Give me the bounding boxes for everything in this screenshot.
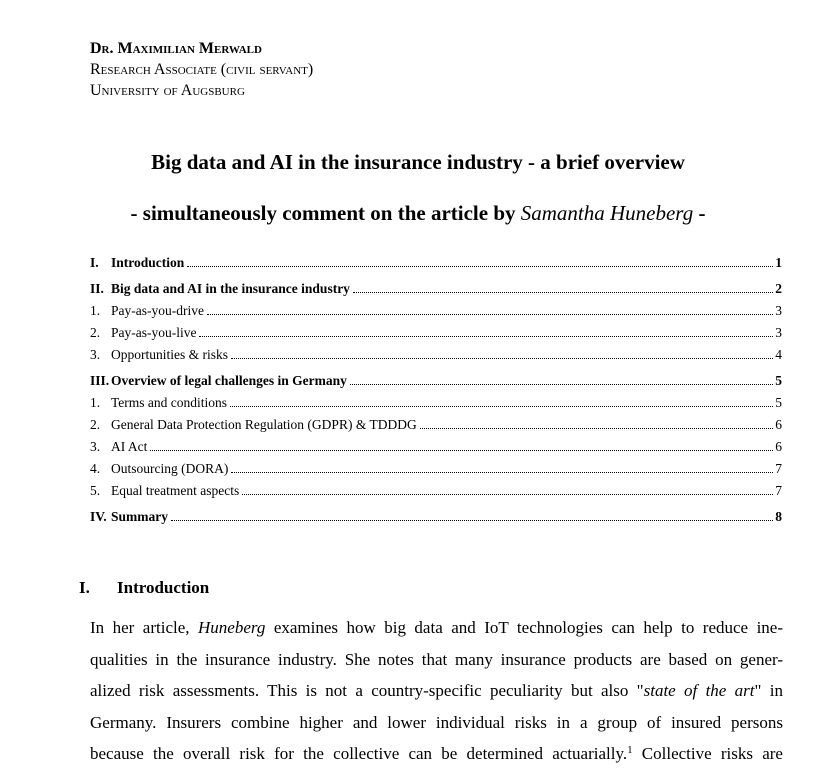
body-line: [90, 738, 783, 770]
toc-dot-leader: [171, 520, 773, 521]
author-position: Research Associate (civil servant): [90, 61, 314, 78]
author-block: [90, 38, 313, 101]
body-italic-phrase: state of the art: [643, 681, 755, 700]
subtitle-suffix: -: [693, 201, 706, 225]
toc-entry-page: 4: [775, 347, 782, 362]
subtitle-prefix: - simultaneously comment on the article by: [130, 201, 521, 225]
toc-dot-leader: [350, 384, 773, 385]
toc-entry-label: Opportunities & risks: [111, 347, 228, 362]
body-text-run: alized risk assessments. This is not a country-specific peculiarity but also ": [90, 681, 644, 700]
toc-entry-label: Equal treatment aspects: [111, 483, 240, 498]
toc-entry-number: III.: [90, 373, 110, 388]
toc-entry[interactable]: [90, 252, 782, 274]
toc-entry-label: Pay-as-you-live: [111, 325, 197, 340]
toc-entry-page: 3: [775, 303, 782, 318]
toc-dot-leader: [420, 428, 774, 429]
body-italic-name: Huneberg: [198, 618, 266, 637]
toc-dot-leader: [187, 266, 773, 267]
toc-dot-leader: [231, 358, 773, 359]
toc-entry-page: 5: [775, 395, 782, 410]
toc-entry-number: 5.: [90, 483, 101, 498]
toc-entry[interactable]: [90, 278, 782, 300]
toc-entry-page: 6: [775, 417, 782, 432]
toc-entry[interactable]: [90, 300, 782, 322]
toc-entry-label: Terms and conditions: [111, 395, 228, 410]
toc-entry-number: IV.: [90, 509, 107, 524]
document-title: Big data and AI in the insurance industry - a brief overview: [151, 150, 685, 174]
section-title: Introduction: [117, 578, 210, 597]
toc-entry[interactable]: [90, 322, 782, 344]
toc-entry-number: 3.: [90, 347, 101, 362]
toc-entry-label: Outsourcing (DORA): [111, 461, 229, 476]
body-line: qualities in the insurance industry. She notes that many insurance products are based on gener-: [90, 649, 783, 669]
toc-entry-page: 3: [775, 325, 782, 340]
author-institution: University of Augsburg: [90, 82, 245, 99]
toc-dot-leader: [150, 450, 773, 451]
body-text-run: In her article,: [90, 618, 198, 637]
toc-entry-number: 2.: [90, 417, 101, 432]
toc-entry-number: 4.: [90, 461, 101, 476]
toc-entry-label: Overview of legal challenges in Germany: [111, 373, 347, 388]
document-subtitle: [0, 201, 836, 226]
body-text-run: Collective risks are: [632, 744, 783, 763]
toc-dot-leader: [231, 472, 773, 473]
toc-entry[interactable]: [90, 458, 782, 480]
toc-entry-number: 1.: [90, 303, 101, 318]
toc-entry-page: 6: [775, 439, 782, 454]
toc-entry[interactable]: [90, 480, 782, 502]
toc-entry-page: 5: [775, 373, 782, 388]
toc-entry-label: Big data and AI in the insurance industry: [111, 281, 350, 296]
toc-dot-leader: [242, 494, 773, 495]
toc-entry-number: 3.: [90, 439, 101, 454]
toc-entry[interactable]: [90, 436, 782, 458]
toc-entry-page: 7: [775, 483, 782, 498]
toc-entry-page: 8: [775, 509, 782, 524]
author-name: Dr. Maximilian Merwald: [90, 40, 262, 57]
body-line: [90, 612, 783, 644]
toc-dot-leader: [199, 336, 773, 337]
toc-entry[interactable]: [90, 392, 782, 414]
toc-entry-number: II.: [90, 281, 104, 296]
toc-entry-page: 1: [775, 255, 782, 270]
body-text-run: examines how big data and IoT technologies can help to reduce ine-: [265, 618, 783, 637]
body-text-run: because the overall risk for the collective can be determined actuarially.: [90, 744, 628, 763]
footnote-marker[interactable]: 1: [627, 744, 633, 756]
toc-entry-label: Pay-as-you-drive: [111, 303, 204, 318]
toc-dot-leader: [207, 314, 773, 315]
toc-entry[interactable]: [90, 414, 782, 436]
toc-dot-leader: [353, 292, 773, 293]
toc-entry[interactable]: [90, 506, 782, 528]
body-line: Germany. Insurers combine higher and lower individual risks in a group of insured persons: [90, 712, 783, 732]
toc-entry-label: Summary: [111, 509, 168, 524]
toc-entry-number: 2.: [90, 325, 101, 340]
subtitle-author-name: Samantha Huneberg: [520, 201, 694, 225]
table-of-contents: [90, 252, 782, 528]
toc-entry-label: Introduction: [111, 255, 185, 270]
section-number: I.: [79, 578, 90, 597]
body-paragraph: [90, 612, 783, 770]
toc-entry-number: I.: [90, 255, 99, 270]
toc-entry-page: 2: [775, 281, 782, 296]
body-text-run: " in: [754, 681, 783, 700]
toc-entry-page: 7: [775, 461, 782, 476]
toc-entry-label: AI Act: [111, 439, 148, 454]
toc-entry-label: General Data Protection Regulation (GDPR) & TDDDG: [111, 417, 417, 432]
body-line: [90, 675, 783, 707]
section-heading: [79, 578, 209, 598]
toc-entry-number: 1.: [90, 395, 101, 410]
toc-dot-leader: [230, 406, 773, 407]
toc-entry[interactable]: [90, 344, 782, 366]
toc-entry[interactable]: [90, 370, 782, 392]
